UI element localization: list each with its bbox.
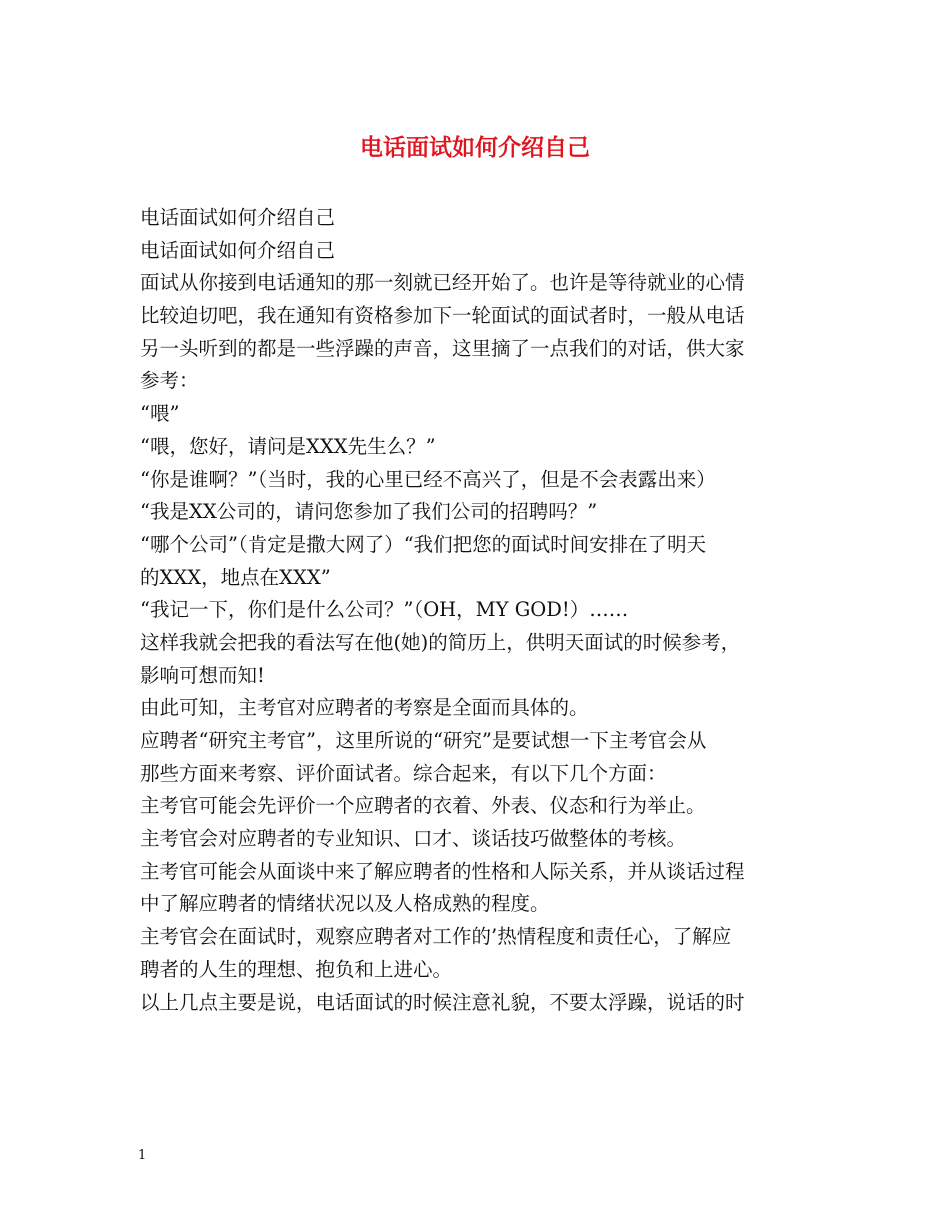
paragraph-line: 这样我就会把我的看法写在他(她)的简历上，供明天面试的时候参考， <box>140 630 741 654</box>
paragraph-line: 另一头听到的都是一些浮躁的声音，这里摘了一点我们的对话，供大家 <box>140 336 745 360</box>
paragraph-line: 电话面试如何介绍自己 <box>140 238 336 262</box>
paragraph-line: 应聘者“研究主考官”，这里所说的“研究”是要试想一下主考官会从 <box>140 729 707 752</box>
paragraph-line: “我是XX公司的，请问您参加了我们公司的招聘吗？” <box>140 500 598 524</box>
paragraph-line: 主考官会在面试时，观察应聘者对工作的’热情程度和责任心，了解应 <box>140 925 732 949</box>
paragraph-line: 影响可想而知! <box>140 663 265 687</box>
paragraph-line: 主考官可能会从面谈中来了解应聘者的性格和人际关系，并从谈话过程 <box>140 859 745 883</box>
paragraph-line: 主考官可能会先评价一个应聘者的衣着、外表、仪态和行为举止。 <box>140 794 706 818</box>
document-title: 电话面试如何介绍自己 <box>360 135 590 161</box>
paragraph-line: 聘者的人生的理想、抱负和上进心。 <box>140 957 453 981</box>
paragraph-line: 主考官会对应聘者的专业知识、口才、谈话技巧做整体的考核。 <box>140 827 687 851</box>
paragraph-line: “你是谁啊？”（当时，我的心里已经不高兴了，但是不会表露出来） <box>140 467 716 491</box>
paragraph-line: 中了解应聘者的情绪状况以及人格成熟的程度。 <box>140 892 550 916</box>
paragraph-line: 参考： <box>140 369 199 393</box>
paragraph-line: “喂，您好，请问是XXX先生么？” <box>140 434 436 458</box>
paragraph-line: 那些方面来考察、评价面试者。综合起来，有以下几个方面： <box>140 761 667 785</box>
paragraph-line: 以上几点主要是说，电话面试的时候注意礼貌，不要太浮躁，说话的时 <box>140 990 745 1014</box>
paragraph-line: 电话面试如何介绍自己 <box>140 206 336 229</box>
document-body <box>140 202 820 1019</box>
paragraph-line: “喂” <box>140 402 180 426</box>
page-number: 1 <box>138 1148 147 1163</box>
paragraph-line: 比较迫切吧，我在通知有资格参加下一轮面试的面试者时，一般从电话 <box>140 304 745 328</box>
paragraph-line: “我记一下，你们是什么公司？”（OH，MY GOD!）…… <box>140 598 629 622</box>
paragraph-line: 由此可知，主考官对应聘者的考察是全面而具体的。 <box>140 696 589 720</box>
paragraph-line: 的XXX，地点在XXX” <box>140 565 331 589</box>
paragraph-line: “哪个公司”（肯定是撒大网了）“我们把您的面试时间安排在了明天 <box>140 532 707 556</box>
paragraph-line: 面试从你接到电话通知的那一刻就已经开始了。也许是等待就业的心情 <box>140 271 745 295</box>
